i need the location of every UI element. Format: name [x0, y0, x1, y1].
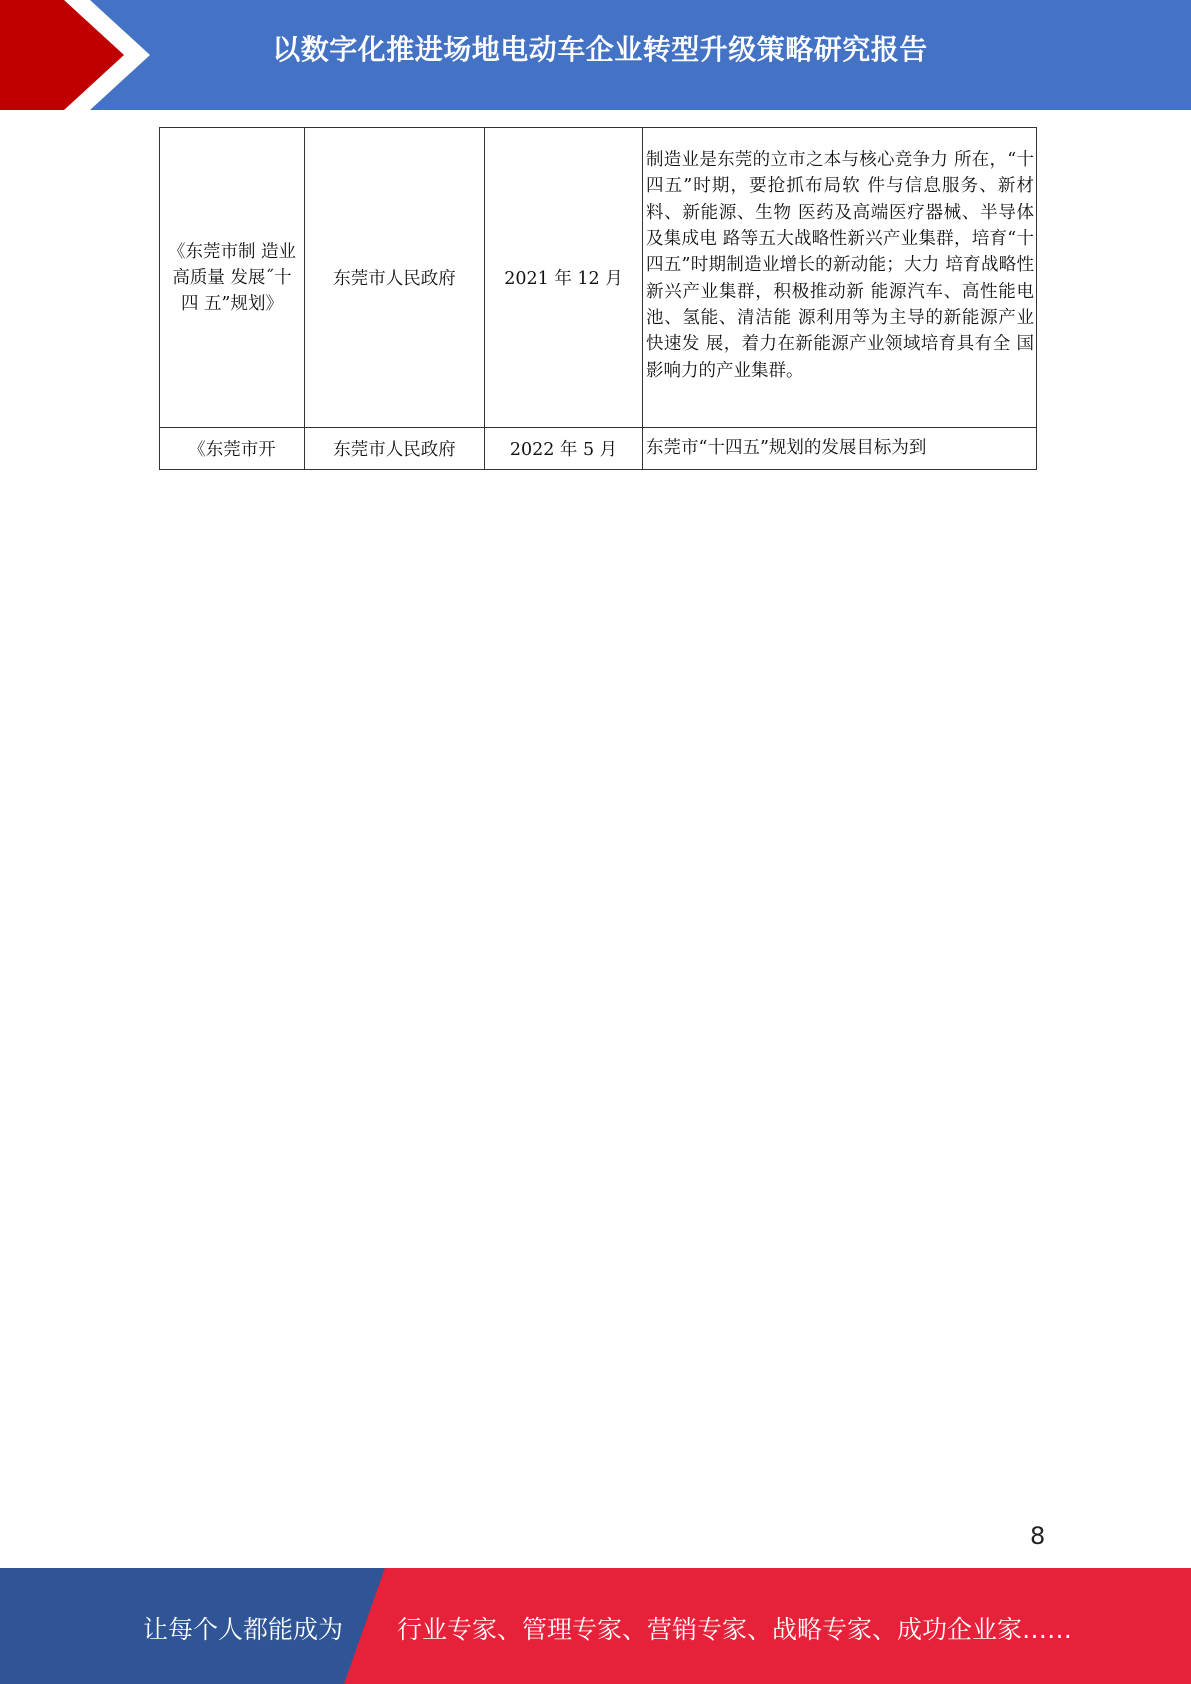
issuer-cell — [305, 428, 485, 470]
footer-slogan-list: 行业专家、管理专家、营销专家、战略专家、成功企业家…… — [397, 1615, 1073, 1644]
date-cell — [485, 428, 643, 470]
content-cell — [643, 428, 1037, 470]
policy-name-cell — [160, 128, 305, 428]
issue-date: 2022 年 5 月 — [509, 440, 618, 460]
issue-date: 2021 年 12 月 — [504, 269, 623, 289]
policy-table — [159, 127, 1037, 470]
table-row — [160, 428, 1037, 470]
policy-content: 制造业是东莞的立市之本与核心竞争力 所在，“十四五”时期，要抢抓布局软 件与信息服务、新材料、新能源、生物 医药及高端医疗器械、半导体及集成电 路等五大战略性新兴产业集群，培育“十 四五”时期制造业增长的新动能；大力 培育战略性新兴产业集群，积极推动新 能源汽车、高性能电池、氢能、清洁能 源利用等为主导的新能源产业快速发 展，着力在新能源产业领域培育具有全 国影响力的产业集群。 — [646, 150, 1034, 381]
footer-slogan-lead: 让每个人都能成为 — [143, 1615, 344, 1644]
report-title: 以数字化推进场地电动车企业转型升级策略研究报告 — [272, 33, 928, 66]
content-cell — [643, 128, 1037, 428]
page-footer — [0, 1568, 1191, 1684]
policy-name: 《东莞市开 — [188, 440, 276, 460]
date-cell — [485, 128, 643, 428]
table-row — [160, 128, 1037, 428]
policy-name-cell — [160, 428, 305, 470]
issuer-cell — [305, 128, 485, 428]
issuer: 东莞市人民政府 — [333, 269, 456, 289]
policy-content: 东莞市“十四五”规划的发展目标为到 — [646, 438, 927, 459]
issuer: 东莞市人民政府 — [333, 440, 456, 460]
policy-name: 《东莞市制 造业高质量 发展˝十四 五”规划》 — [167, 241, 297, 314]
page-header — [0, 0, 1191, 110]
page-number: 8 — [1030, 1522, 1046, 1550]
